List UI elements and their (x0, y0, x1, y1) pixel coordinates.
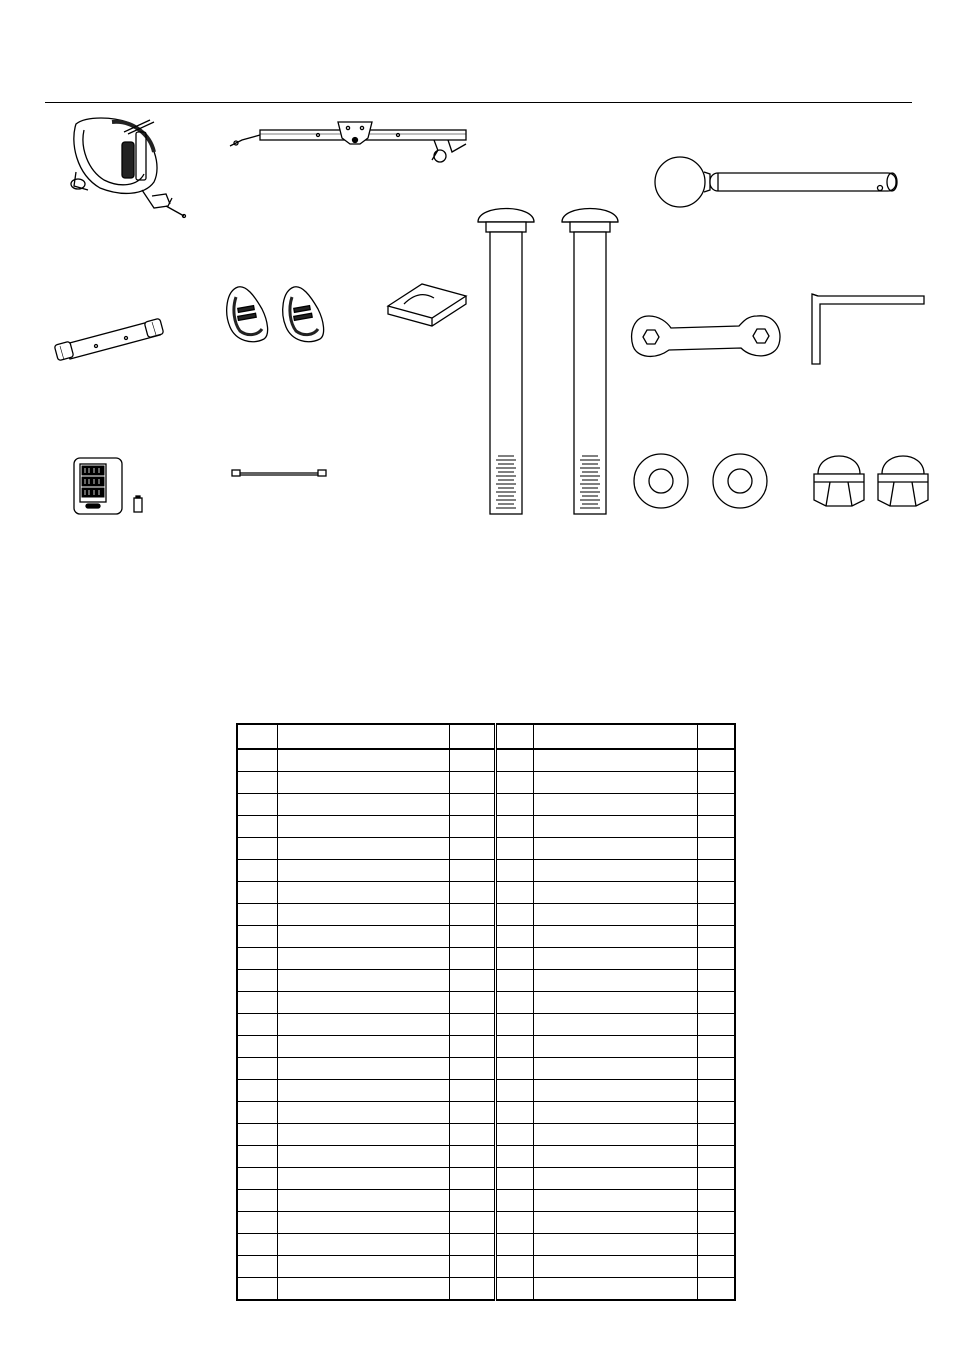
table-cell (237, 816, 277, 838)
table-cell (495, 970, 533, 992)
table-cell (697, 970, 735, 992)
table-row (237, 860, 735, 882)
table-cell (533, 1190, 697, 1212)
table-row (237, 1036, 735, 1058)
table-cell (533, 1058, 697, 1080)
table-cell (449, 1080, 495, 1102)
table-cell (277, 794, 449, 816)
table-cell (237, 1168, 277, 1190)
table-cell (533, 816, 697, 838)
table-cell (533, 838, 697, 860)
table-cell (495, 749, 533, 772)
table-cell (697, 724, 735, 749)
table-row (237, 794, 735, 816)
table-row (237, 1058, 735, 1080)
table-cell (533, 992, 697, 1014)
table-cell (277, 1212, 449, 1234)
table-cell (449, 970, 495, 992)
table-cell (449, 926, 495, 948)
table-cell (449, 1278, 495, 1301)
table-row (237, 1234, 735, 1256)
table-cell (533, 882, 697, 904)
table-cell (277, 1256, 449, 1278)
table-cell (277, 1278, 449, 1301)
handle-bar-drawing (654, 152, 904, 212)
table-cell (495, 1256, 533, 1278)
table-cell (237, 1278, 277, 1301)
table-cell (449, 816, 495, 838)
table-cell (237, 970, 277, 992)
table-cell (495, 1146, 533, 1168)
table-cell (449, 1036, 495, 1058)
table-cell (533, 970, 697, 992)
table-cell (237, 948, 277, 970)
table-cell (495, 724, 533, 749)
table-cell (237, 1146, 277, 1168)
table-cell (237, 1102, 277, 1124)
table-cell (697, 882, 735, 904)
table-cell (277, 1058, 449, 1080)
table-cell (237, 1124, 277, 1146)
table-cell (697, 860, 735, 882)
table-cell (495, 794, 533, 816)
table-cell (277, 948, 449, 970)
table-cell (495, 1124, 533, 1146)
table-cell (697, 1058, 735, 1080)
table-cell (495, 992, 533, 1014)
table-cell (697, 1212, 735, 1234)
table-cell (697, 1036, 735, 1058)
table-cell (533, 1036, 697, 1058)
table-cell (533, 948, 697, 970)
table-row (237, 926, 735, 948)
table-cell (449, 838, 495, 860)
table-cell (237, 992, 277, 1014)
table-cell (277, 882, 449, 904)
table-cell (237, 749, 277, 772)
table-cell (697, 948, 735, 970)
table-cell (533, 1124, 697, 1146)
cable-drawing (230, 466, 330, 480)
table-cell (697, 749, 735, 772)
table-cell (449, 992, 495, 1014)
table-row (237, 1124, 735, 1146)
table-cell (697, 1124, 735, 1146)
table-cell (533, 1168, 697, 1190)
table-cell (495, 948, 533, 970)
table-cell (277, 1102, 449, 1124)
table-cell (495, 1080, 533, 1102)
table-cell (697, 904, 735, 926)
table-cell (277, 816, 449, 838)
table-cell (277, 1124, 449, 1146)
table-cell (495, 860, 533, 882)
table-cell (697, 926, 735, 948)
table-cell (237, 926, 277, 948)
table-cell (277, 1080, 449, 1102)
table-cell (237, 1212, 277, 1234)
table-cell (495, 882, 533, 904)
table-cell (277, 1014, 449, 1036)
table-cell (697, 1256, 735, 1278)
table-row (237, 816, 735, 838)
table-cell (495, 816, 533, 838)
stabilizer-tube-drawing (52, 313, 172, 365)
table-cell (697, 1190, 735, 1212)
table-cell (277, 992, 449, 1014)
table-cell (277, 838, 449, 860)
table-cell (697, 1014, 735, 1036)
table-cell (697, 992, 735, 1014)
table-cell (237, 1036, 277, 1058)
table-cell (533, 794, 697, 816)
table-cell (277, 1234, 449, 1256)
table-cell (237, 1234, 277, 1256)
table-cell (449, 1058, 495, 1080)
table-cell (277, 724, 449, 749)
table-cell (449, 724, 495, 749)
parts-list-table (236, 723, 736, 1301)
table-cell (449, 1014, 495, 1036)
table-cell (449, 1168, 495, 1190)
table-cell (449, 948, 495, 970)
table-cell (495, 1212, 533, 1234)
table-cell (697, 1146, 735, 1168)
table-cell (495, 1036, 533, 1058)
table-row (237, 970, 735, 992)
table-row (237, 1256, 735, 1278)
table-cell (237, 904, 277, 926)
table-cell (697, 794, 735, 816)
table-cell (237, 772, 277, 794)
table-cell (533, 860, 697, 882)
table-cell (277, 1168, 449, 1190)
table-cell (237, 1080, 277, 1102)
table-cell (449, 1146, 495, 1168)
table-cell (495, 1058, 533, 1080)
table-cell (237, 1014, 277, 1036)
table-cell (533, 772, 697, 794)
table-cell (533, 904, 697, 926)
table-cell (533, 926, 697, 948)
table-row (237, 904, 735, 926)
table-cell (533, 1080, 697, 1102)
table-cell (697, 1278, 735, 1301)
rowing-machine-frame-drawing (62, 112, 192, 222)
table-cell (277, 970, 449, 992)
table-cell (697, 772, 735, 794)
table-cell (533, 749, 697, 772)
table-cell (237, 882, 277, 904)
table-row (237, 992, 735, 1014)
table-cell (277, 904, 449, 926)
table-cell (449, 1190, 495, 1212)
table-row (237, 948, 735, 970)
table-cell (277, 926, 449, 948)
table-row (237, 1080, 735, 1102)
table-row (237, 1168, 735, 1190)
table-row (237, 1014, 735, 1036)
table-cell (277, 1190, 449, 1212)
table-cell (237, 838, 277, 860)
table-cell (533, 1234, 697, 1256)
table-cell (697, 1234, 735, 1256)
table-cell (449, 860, 495, 882)
table-header-row (237, 724, 735, 749)
table-cell (277, 772, 449, 794)
table-cell (449, 749, 495, 772)
table-cell (237, 794, 277, 816)
table-cell (495, 838, 533, 860)
table-cell (697, 838, 735, 860)
table-cell (237, 1256, 277, 1278)
seat-cushion-drawing (384, 278, 470, 330)
table-row (237, 1212, 735, 1234)
table-row (237, 1146, 735, 1168)
long-bolt-drawing (474, 204, 634, 516)
table-cell (697, 1168, 735, 1190)
table-row (237, 1278, 735, 1301)
table-row (237, 1102, 735, 1124)
rail-drawing (222, 120, 472, 170)
table-cell (277, 1146, 449, 1168)
spanner-drawing (629, 312, 783, 362)
table-cell (237, 724, 277, 749)
table-cell (533, 724, 697, 749)
foot-pedal-drawing (218, 283, 336, 353)
table-cell (449, 1102, 495, 1124)
table-row (237, 772, 735, 794)
table-cell (495, 1234, 533, 1256)
table-cell (277, 860, 449, 882)
table-cell (533, 1014, 697, 1036)
table-cell (277, 1036, 449, 1058)
table-cell (449, 1124, 495, 1146)
table-cell (495, 772, 533, 794)
table-cell (533, 1212, 697, 1234)
allen-key-drawing (808, 292, 930, 368)
table-cell (237, 1058, 277, 1080)
table-cell (237, 1190, 277, 1212)
table-cell (495, 926, 533, 948)
table-row (237, 1190, 735, 1212)
washer-drawing (632, 452, 772, 512)
table-cell (277, 749, 449, 772)
header-rule (45, 102, 912, 103)
table-cell (533, 1256, 697, 1278)
table-cell (533, 1278, 697, 1301)
table-cell (449, 1256, 495, 1278)
table-row (237, 838, 735, 860)
table-cell (697, 1080, 735, 1102)
table-cell (449, 1212, 495, 1234)
table-cell (495, 904, 533, 926)
table-cell (495, 1278, 533, 1301)
table-row (237, 882, 735, 904)
table-cell (449, 1234, 495, 1256)
table-row (237, 749, 735, 772)
table-cell (449, 794, 495, 816)
table-cell (533, 1146, 697, 1168)
table-cell (495, 1102, 533, 1124)
table-cell (495, 1014, 533, 1036)
table-cell (449, 882, 495, 904)
table-cell (449, 772, 495, 794)
table-cell (495, 1168, 533, 1190)
table-cell (449, 904, 495, 926)
table-cell (697, 1102, 735, 1124)
computer-monitor-drawing (72, 456, 148, 518)
table-cell (237, 860, 277, 882)
table-cell (697, 816, 735, 838)
table-cell (533, 1102, 697, 1124)
table-cell (495, 1190, 533, 1212)
cap-nut-drawing (808, 444, 932, 512)
